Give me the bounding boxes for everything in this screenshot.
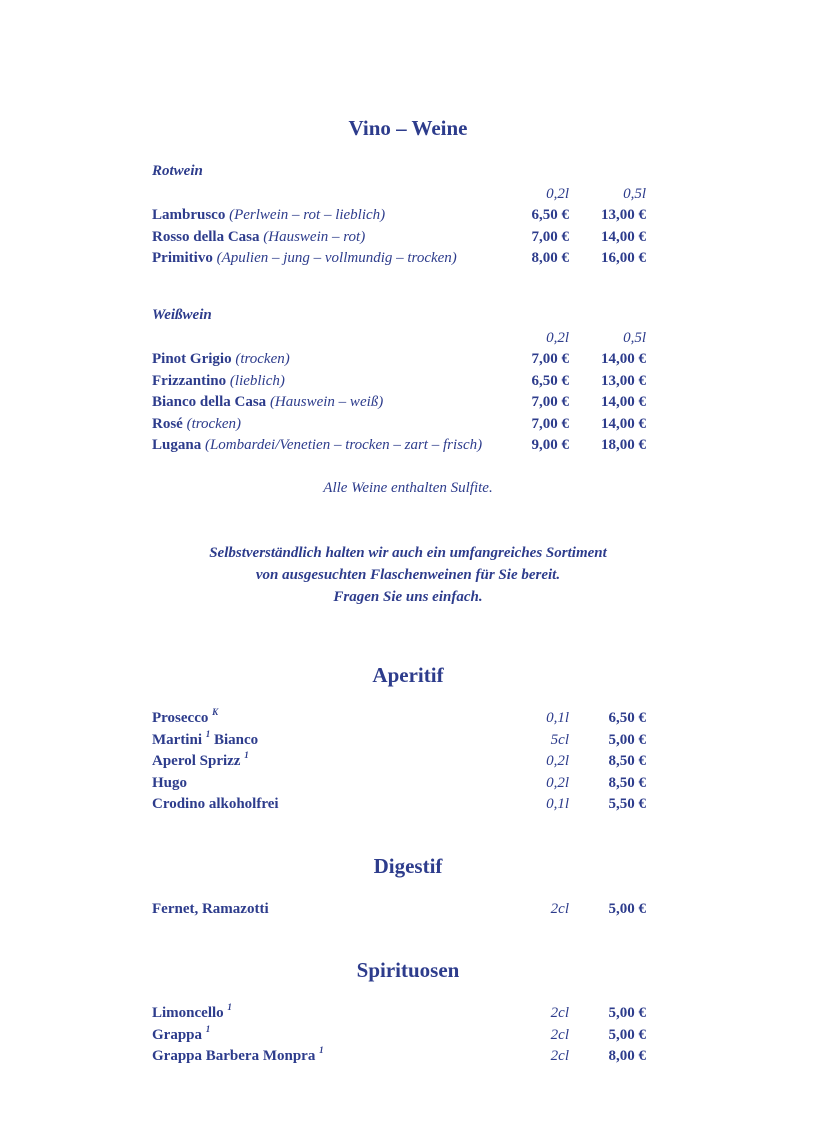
drink-price: 6,50 € <box>608 710 646 726</box>
price-large: 14,00 € <box>601 394 646 410</box>
drink-name-cell <box>152 1046 324 1066</box>
wine-description: (Apulien – jung – vollmundig – trocken) <box>216 250 457 266</box>
white-wine-size-header <box>152 328 646 348</box>
drink-row <box>152 1025 646 1045</box>
wine-name: Rosé <box>152 415 183 432</box>
drink-name: Grappa <box>152 1026 203 1043</box>
drink-price: 5,00 € <box>608 1026 646 1043</box>
wine-row <box>152 435 646 455</box>
drink-name-cell <box>152 751 249 771</box>
price-large: 13,00 € <box>601 207 646 223</box>
drink-name: Aperol Sprizz <box>152 753 241 769</box>
drink-name-cell <box>152 708 218 728</box>
wine-name-cell <box>152 414 241 434</box>
white-wine-heading: Weißwein <box>152 307 212 323</box>
drink-row <box>152 899 646 919</box>
drink-name: Fernet, Ramazotti <box>152 901 269 917</box>
sulfite-note: Alle Weine enthalten Sulfite. <box>323 480 493 496</box>
drink-row <box>152 751 646 771</box>
wine-description: (lieblich) <box>229 372 285 389</box>
wine-row <box>152 227 646 247</box>
wine-row <box>152 371 646 391</box>
size-col2-label: 0,5l <box>623 186 646 202</box>
price-small: 7,00 € <box>531 415 569 432</box>
additive-marker: 1 <box>244 750 249 760</box>
wine-description: (trocken) <box>235 351 290 367</box>
wine-name-cell <box>152 205 385 225</box>
drink-row <box>152 730 646 750</box>
drink-row <box>152 773 646 793</box>
drink-volume: 0,1l <box>546 710 569 726</box>
wine-name: Pinot Grigio <box>152 351 232 367</box>
drink-name-cell <box>152 773 187 793</box>
drink-volume: 2cl <box>550 901 569 917</box>
wine-description: (Lombardei/Venetien – trocken – zart – frisch) <box>204 437 483 453</box>
wine-name-cell <box>152 371 285 391</box>
wine-name: Primitivo <box>152 250 213 266</box>
drink-volume: 0,2l <box>546 753 569 769</box>
drink-name-cell <box>152 899 269 919</box>
wine-row <box>152 205 646 225</box>
drink-name: Limoncello <box>152 1005 224 1021</box>
price-small: 9,00 € <box>531 437 569 453</box>
price-small: 7,00 € <box>531 394 569 410</box>
drink-volume: 0,2l <box>546 774 569 791</box>
drink-name: Martini <box>152 731 202 748</box>
size-col1-label: 0,2l <box>546 186 569 202</box>
wine-description: (Perlwein – rot – lieblich) <box>229 207 386 223</box>
drink-price: 5,50 € <box>608 796 646 812</box>
drink-row <box>152 794 646 814</box>
drink-price: 8,50 € <box>608 774 646 791</box>
red-wine-size-header <box>152 184 646 204</box>
drink-name-cell <box>152 1025 210 1045</box>
drink-row <box>152 1046 646 1066</box>
price-large: 14,00 € <box>601 415 646 432</box>
wine-row <box>152 349 646 369</box>
drink-price: 5,00 € <box>608 731 646 748</box>
wine-name-cell <box>152 227 365 247</box>
wine-row <box>152 392 646 412</box>
drink-name-cell <box>152 1003 232 1023</box>
drink-name-cell <box>152 794 279 814</box>
price-small: 8,00 € <box>531 250 569 266</box>
drink-volume: 2cl <box>550 1048 569 1064</box>
price-large: 14,00 € <box>601 351 646 367</box>
drink-name-cell <box>152 730 258 750</box>
price-small: 6,50 € <box>531 372 569 389</box>
price-large: 14,00 € <box>601 228 646 245</box>
drink-name: Prosecco <box>152 710 209 726</box>
wine-description: (trocken) <box>186 415 241 432</box>
drink-name: Hugo <box>152 774 188 791</box>
drink-price: 5,00 € <box>608 901 646 917</box>
digestif-title: Digestif <box>373 854 443 878</box>
price-large: 13,00 € <box>601 372 646 389</box>
wine-row <box>152 414 646 434</box>
wine-name: Frizzantino <box>152 372 227 389</box>
price-small: 7,00 € <box>531 351 569 367</box>
price-large: 16,00 € <box>601 250 646 266</box>
additive-marker: 1 <box>205 728 211 739</box>
wine-name: Rosso della Casa <box>152 228 260 245</box>
additive-marker: 1 <box>227 1002 232 1012</box>
wine-description: (Hauswein – weiß) <box>269 394 384 410</box>
size-col1-label: 0,2l <box>546 330 569 346</box>
bottle-note-line: Selbstverständlich halten wir auch ein umfangreiches Sortiment <box>209 545 607 561</box>
drink-row <box>152 708 646 728</box>
size-col2-label: 0,5l <box>623 330 646 346</box>
spirits-title: Spirituosen <box>356 958 460 982</box>
wines-title: Vino – Weine <box>348 116 468 140</box>
additive-marker: 1 <box>205 1023 211 1034</box>
wine-row <box>152 248 646 268</box>
wine-name: Bianco della Casa <box>152 394 267 410</box>
wine-name: Lugana <box>152 437 202 453</box>
aperitif-title: Aperitif <box>372 663 444 687</box>
wine-name-cell <box>152 349 290 369</box>
drink-volume: 5cl <box>550 731 569 748</box>
additive-marker: K <box>212 707 219 717</box>
drink-price: 5,00 € <box>608 1005 646 1021</box>
drink-row <box>152 1003 646 1023</box>
bottle-note-line: Fragen Sie uns einfach. <box>333 589 483 605</box>
drink-volume: 2cl <box>550 1005 569 1021</box>
wine-name-cell <box>152 435 482 455</box>
wine-name: Lambrusco <box>152 207 226 223</box>
drink-price: 8,50 € <box>608 753 646 769</box>
additive-marker: 1 <box>319 1045 324 1055</box>
drink-name: Grappa Barbera Monpra <box>152 1048 316 1064</box>
price-small: 6,50 € <box>531 207 569 223</box>
drink-name-suffix: Bianco <box>214 731 259 748</box>
price-large: 18,00 € <box>601 437 646 453</box>
drink-name: Crodino alkoholfrei <box>152 796 279 812</box>
drink-volume: 2cl <box>550 1026 569 1043</box>
bottle-note-line: von ausgesuchten Flaschenweinen für Sie bereit. <box>255 567 561 583</box>
bottle-wine-note <box>0 542 816 608</box>
drink-price: 8,00 € <box>608 1048 646 1064</box>
price-small: 7,00 € <box>531 228 569 245</box>
wine-description: (Hauswein – rot) <box>263 228 366 245</box>
drink-volume: 0,1l <box>546 796 569 812</box>
wine-name-cell <box>152 392 383 412</box>
wine-name-cell <box>152 248 457 268</box>
red-wine-heading: Rotwein <box>152 163 203 179</box>
